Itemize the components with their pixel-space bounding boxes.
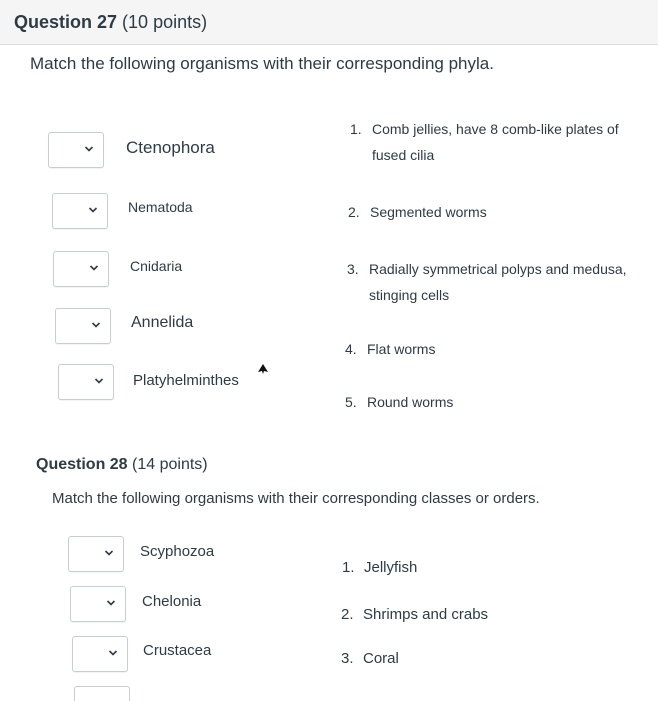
- option-list-item: [345, 336, 435, 362]
- cursor-arrow-icon: [256, 362, 270, 380]
- option-number: 5.: [345, 394, 357, 410]
- option-text: Segmented worms: [370, 204, 487, 220]
- option-list-item: [347, 256, 627, 308]
- option-text-line1: Radially symmetrical polyps and medusa,: [369, 261, 627, 277]
- match-select-ctenophora[interactable]: [48, 132, 104, 168]
- chevron-down-icon: [89, 263, 99, 273]
- option-number: 2.: [341, 606, 354, 623]
- match-select-chelonia[interactable]: [70, 586, 126, 622]
- term-chelonia: Chelonia: [142, 593, 202, 610]
- term-nematoda: Nematoda: [128, 199, 193, 215]
- option-list-item: [342, 555, 417, 581]
- chevron-down-icon: [108, 648, 118, 658]
- match-select-crustacea[interactable]: [72, 636, 128, 672]
- chevron-down-icon: [106, 598, 116, 608]
- option-list-item: [341, 602, 488, 628]
- question-28-title: [36, 456, 208, 474]
- term-ctenophora: Ctenophora: [126, 138, 215, 157]
- question-28-points: (14 points): [132, 456, 208, 473]
- chevron-down-icon: [84, 144, 94, 154]
- option-number: 3.: [347, 261, 359, 277]
- option-number: 3.: [341, 650, 354, 667]
- question-28-prompt: Match the following organisms with their corresponding classes or orders.: [52, 490, 540, 507]
- question-27-prompt: Match the following organisms with their corresponding phyla.: [30, 54, 494, 73]
- match-select-annelida[interactable]: [55, 308, 111, 344]
- option-text-line2: stinging cells: [369, 287, 450, 303]
- option-text-line1: Comb jellies, have 8 comb-like plates of: [372, 121, 619, 137]
- option-text: Jellyfish: [364, 559, 418, 576]
- option-text-line2: fused cilia: [372, 147, 435, 163]
- option-list-item: [341, 646, 399, 672]
- chevron-down-icon: [91, 320, 101, 330]
- option-text: Coral: [363, 650, 399, 667]
- option-text: Flat worms: [367, 341, 436, 357]
- term-scyphozoa: Scyphozoa: [140, 543, 215, 560]
- chevron-down-icon: [104, 548, 114, 558]
- option-number: 4.: [345, 341, 357, 357]
- option-text: Round worms: [367, 394, 454, 410]
- term-annelida: Annelida: [131, 314, 194, 331]
- option-list-item: [350, 116, 619, 168]
- question-28-label: Question 28: [36, 456, 128, 473]
- match-select-scyphozoa[interactable]: [68, 536, 124, 572]
- term-cnidaria: Cnidaria: [130, 258, 183, 274]
- match-select-partial[interactable]: [74, 686, 130, 701]
- term-crustacea: Crustacea: [143, 642, 212, 659]
- match-select-cnidaria[interactable]: [53, 251, 109, 287]
- match-select-nematoda[interactable]: [52, 193, 108, 229]
- question-27-header: [0, 0, 658, 45]
- option-number: 2.: [348, 204, 360, 220]
- option-list-item: [348, 199, 487, 225]
- chevron-down-icon: [88, 205, 98, 215]
- option-number: 1.: [350, 121, 362, 137]
- chevron-down-icon: [94, 376, 104, 386]
- term-platyhelminthes: Platyhelminthes: [133, 372, 239, 389]
- question-27-label: Question 27: [14, 12, 118, 32]
- question-27-title: [14, 12, 207, 33]
- option-list-item: [345, 389, 453, 415]
- question-27-points: (10 points): [122, 12, 208, 32]
- match-select-platyhelminthes[interactable]: [58, 364, 114, 400]
- option-number: 1.: [342, 559, 355, 576]
- option-text: Shrimps and crabs: [363, 606, 489, 623]
